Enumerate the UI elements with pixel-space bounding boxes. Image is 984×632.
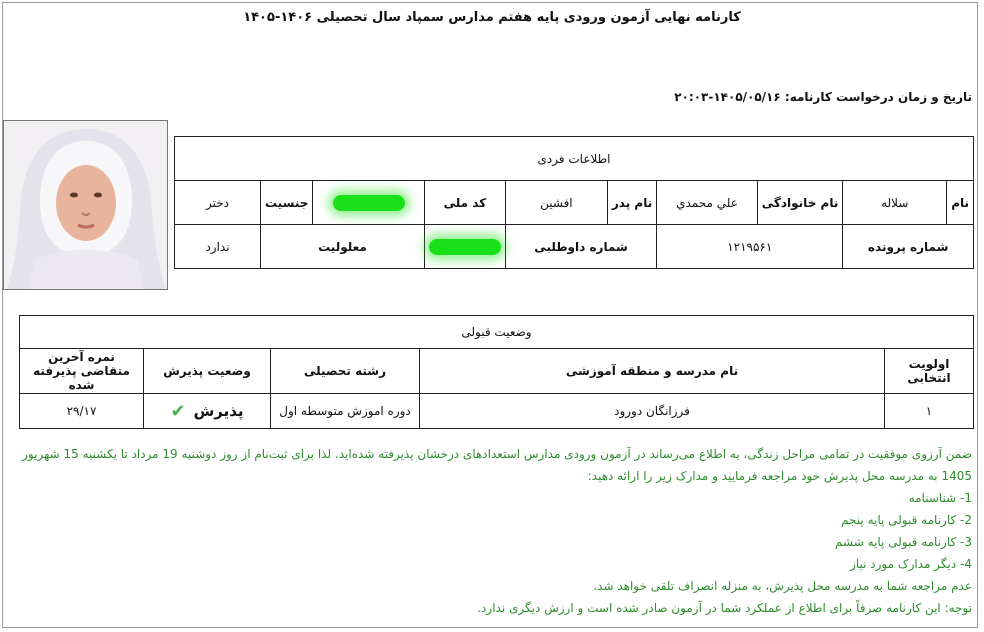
redaction-mark	[429, 239, 501, 255]
father-name-label: نام پدر	[607, 181, 656, 225]
notes-item: 4- دیگر مدارک مورد نیاز	[850, 557, 972, 571]
father-name-value: افشین	[505, 181, 607, 225]
col-status: وضعیت پذیرش	[144, 349, 271, 394]
status-value	[144, 394, 271, 429]
gender-value: دختر	[175, 181, 261, 225]
applicant-number-label: شماره داوطلبی	[505, 225, 656, 269]
notes-warning: عدم مراجعه شما به مدرسه محل پذیرش، به منزله انصراف تلقی خواهد شد.	[593, 579, 972, 593]
last-score-value: ۲۹/۱۷	[20, 394, 144, 429]
page-title: کارنامه نهایی آزمون ورودی پایه هفتم مدارس سمپاد سال تحصیلی ۱۴۰۶-۱۴۰۵	[243, 10, 741, 25]
file-number-label: شماره پرونده	[843, 225, 974, 269]
check-icon: ✔	[170, 400, 186, 422]
notes-item: 1- شناسنامه	[908, 491, 972, 505]
disability-value: ندارد	[175, 225, 261, 269]
personal-info-table	[174, 136, 974, 269]
first-name-value: سلاله	[843, 181, 947, 225]
student-photo	[3, 120, 168, 290]
notes-disclaimer: توجه: این کارنامه صرفاً برای اطلاع از عملکرد شما در آزمون صادر شده است و ارزش دیگری ندارد.	[477, 601, 972, 615]
school-value: فرزانگان دورود	[420, 394, 885, 429]
disability-label: معلولیت	[261, 225, 425, 269]
accepted-text: پذیرش	[193, 402, 244, 420]
national-id-value	[313, 181, 425, 225]
col-school: نام مدرسه و منطقه آموزشی	[420, 349, 885, 394]
request-datetime	[674, 90, 972, 104]
accepted-status	[170, 401, 243, 422]
last-name-label: نام خانوادگی	[757, 181, 843, 225]
priority-value: ۱	[885, 394, 974, 429]
notes-item: 2- کارنامه قبولی پایه پنجم	[841, 513, 972, 527]
applicant-number-value	[424, 225, 505, 269]
request-datetime-label: تاریخ و زمان درخواست کارنامه:	[784, 90, 972, 104]
notes-item: 3- کارنامه قبولی پایه ششم	[835, 535, 972, 549]
admission-header: وضعیت قبولی	[20, 316, 974, 349]
col-last-score: نمره آخرین متقاضی پذیرفته شده	[20, 349, 144, 394]
col-priority: اولویت انتخابی	[885, 349, 974, 394]
first-name-label: نام	[947, 181, 974, 225]
student-photo-image	[4, 121, 168, 290]
file-number-value: ۱۲۱۹۵۶۱	[657, 225, 843, 269]
national-id-label: کد ملی	[424, 181, 505, 225]
notes-intro: ضمن آرزوی موفقیت در تمامی مراحل زندگی، به اطلاع می‌رساند در آزمون ورودی مدارس استعدادهای درخشان پذیرفته شده‌اید. لذا برای ثبت‌نام از روز دوشنبه 19 مرداد تا یکشنبه 15 شهریور 1405 به مدرسه محل پذیرش خود مراجعه فرمایید و مدارک زیر را ارائه دهید:	[22, 447, 972, 483]
redaction-mark	[333, 195, 405, 211]
gender-label: جنسیت	[261, 181, 313, 225]
notes-section	[12, 443, 972, 619]
admission-table	[19, 315, 974, 429]
personal-info-header: اطلاعات فردی	[175, 137, 974, 181]
request-datetime-value: ۱۴۰۵/۰۵/۱۶-۲۰:۰۳	[674, 90, 781, 104]
col-field: رشته تحصیلی	[271, 349, 420, 394]
last-name-value: علي محمدي	[657, 181, 758, 225]
field-value: دوره اموزش متوسطه اول	[271, 394, 420, 429]
